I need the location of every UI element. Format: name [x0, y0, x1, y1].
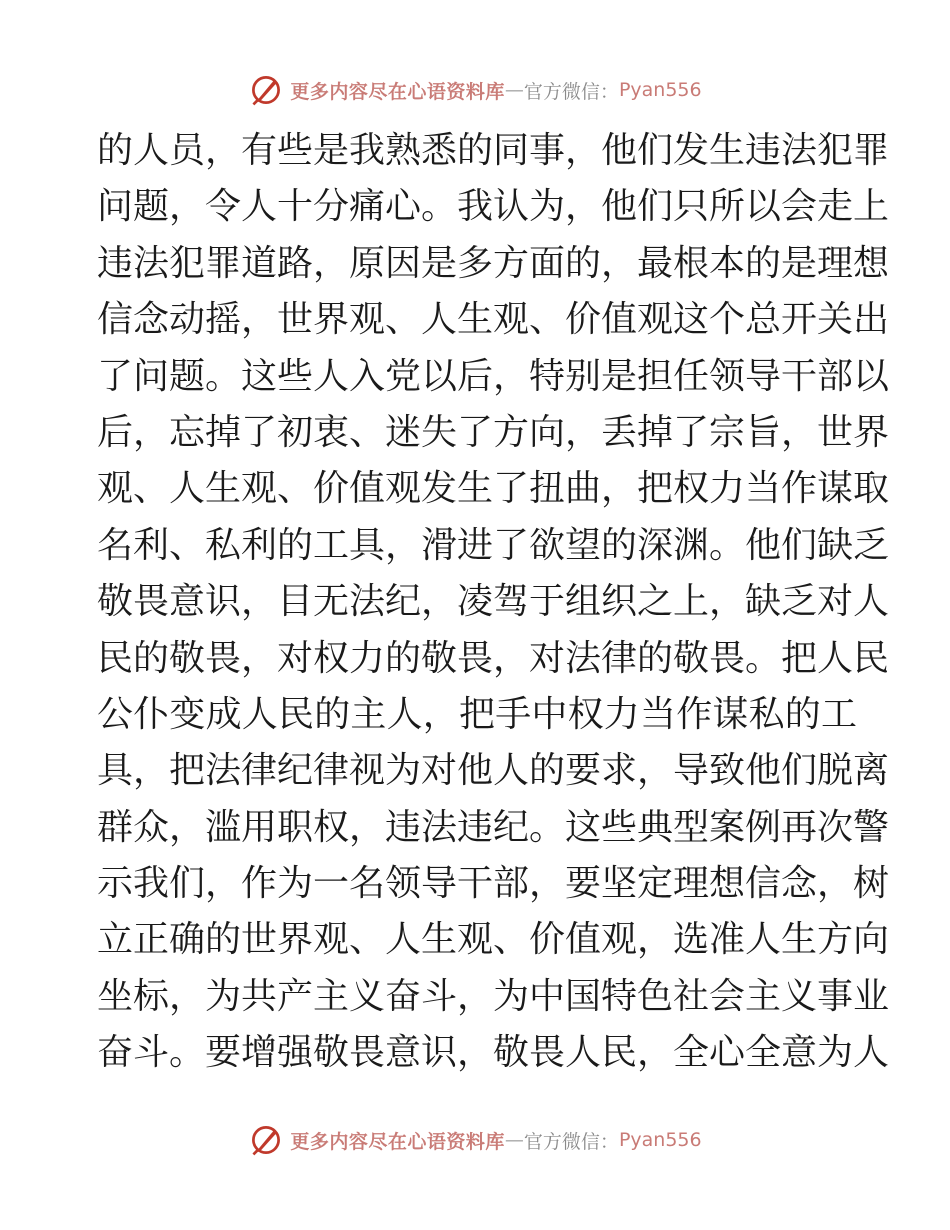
quill-logo-icon [248, 72, 284, 108]
text-line: 名利、私利的工具，滑进了欲望的深渊。他们缺乏 [97, 524, 890, 566]
text-line: 违法犯罪道路，原因是多方面的，最根本的是理想 [97, 242, 890, 284]
watermark-label: 官方微信： [523, 80, 619, 103]
text-line: 的人员，有些是我熟悉的同事，他们发生违法犯罪 [97, 130, 890, 171]
text-line: 奋斗。要增强敬畏意识，敬畏人民，全心全意为人 [97, 1032, 890, 1074]
watermark-brand: 更多内容尽在心语资料库 [290, 1130, 505, 1153]
text-line: 具，把法律纪律视为对他人的要求，导致他们脱离 [97, 750, 890, 792]
footer-watermark [0, 1120, 950, 1160]
text-line: 民的敬畏，对权力的敬畏，对法律的敬畏。把人民 [97, 637, 890, 679]
watermark-dash: — [504, 1129, 524, 1151]
text-line: 问题，令人十分痛心。我认为，他们只所以会走上 [97, 186, 890, 228]
watermark-account: Pyan556 [618, 79, 702, 101]
text-line: 坐标，为共产主义奋斗，为中国特色社会主义事业 [97, 975, 890, 1017]
text-line: 示我们，作为一名领导干部，要坚定理想信念，树 [97, 863, 890, 905]
text-line: 了问题。这些人入党以后，特别是担任领导干部以 [97, 355, 890, 397]
text-line: 后，忘掉了初衷、迷失了方向，丢掉了宗旨，世界 [97, 411, 890, 453]
text-line: 敬畏意识，目无法纪，凌驾于组织之上，缺乏对人 [97, 581, 890, 623]
watermark-dash: — [504, 79, 524, 101]
text-line: 群众，滥用职权，违法违纪。这些典型案例再次警 [97, 806, 890, 848]
watermark-account: Pyan556 [618, 1129, 702, 1151]
watermark-label: 官方微信： [523, 1130, 619, 1153]
watermark-brand: 更多内容尽在心语资料库 [290, 80, 505, 103]
text-line: 公仆变成人民的主人，把手中权力当作谋私的工 [97, 693, 857, 735]
quill-logo-icon [248, 1122, 284, 1158]
text-line: 立正确的世界观、人生观、价值观，选准人生方向 [97, 919, 890, 961]
text-line: 信念动摇，世界观、人生观、价值观这个总开关出 [97, 299, 890, 341]
text-line: 观、人生观、价值观发生了扭曲，把权力当作谋取 [97, 468, 890, 510]
header-watermark [0, 70, 950, 110]
document-body [97, 123, 890, 1082]
